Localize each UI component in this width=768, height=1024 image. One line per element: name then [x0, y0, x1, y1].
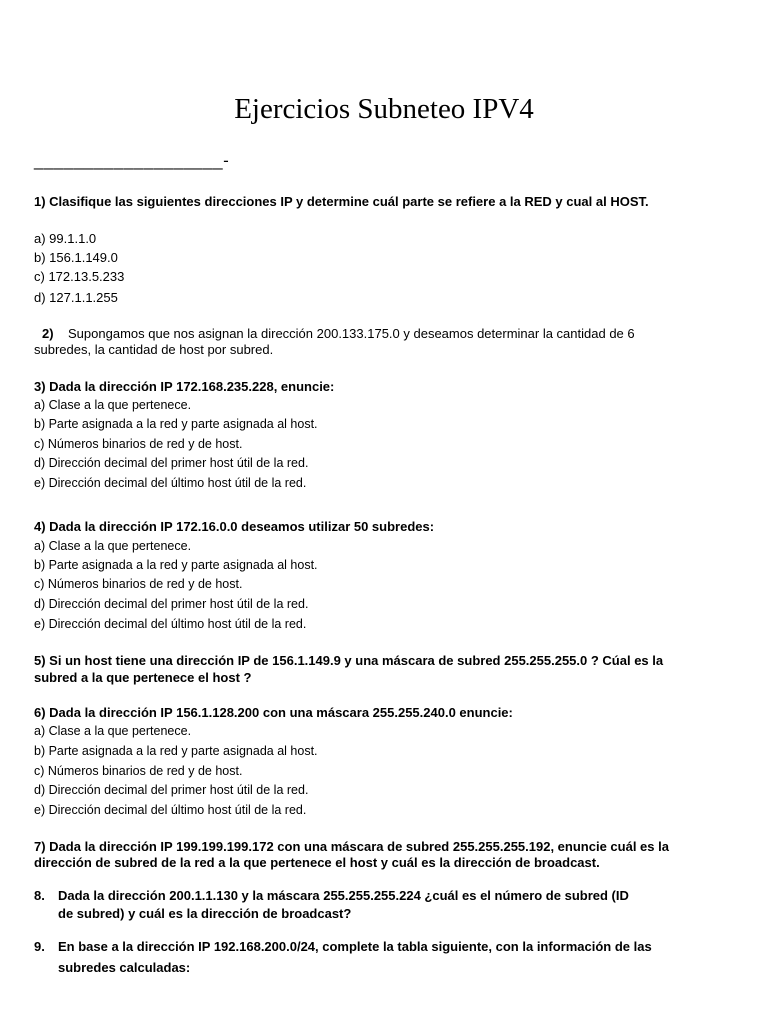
- q4-item-d: d) Dirección decimal del primer host útil de la red.: [34, 597, 309, 611]
- q3-item-d: d) Dirección decimal del primer host útil de la red.: [34, 456, 309, 470]
- q6-item-c: c) Números binarios de red y de host.: [34, 764, 243, 778]
- question-3: 3) Dada la dirección IP 172.168.235.228, enuncie:: [34, 379, 335, 394]
- q2-number: 2): [42, 326, 54, 341]
- question-9: [34, 937, 652, 956]
- question-5-line-2: subred a la que pertenece el host ?: [34, 670, 252, 685]
- q6-item-a: a) Clase a la que pertenece.: [34, 724, 192, 738]
- separator-line: ___________________-: [34, 151, 230, 170]
- q4-item-e: e) Dirección decimal del último host útil de la red.: [34, 617, 307, 631]
- q1-item-b: b) 156.1.149.0: [34, 250, 118, 265]
- page-title: Ejercicios Subneteo IPV4: [234, 93, 534, 125]
- q4-item-c: c) Números binarios de red y de host.: [34, 577, 243, 591]
- q4-item-a: a) Clase a la que pertenece.: [34, 539, 192, 553]
- q8-line-1: Dada la dirección 200.1.1.130 y la máscara 255.255.255.224 ¿cuál es el número de subred (ID: [58, 888, 629, 903]
- q4-item-b: b) Parte asignada a la red y parte asignada al host.: [34, 558, 318, 572]
- q1-item-d: d) 127.1.1.255: [34, 290, 118, 305]
- q2-line-1: Supongamos que nos asignan la dirección 200.133.175.0 y deseamos determinar la cantidad de 6: [68, 326, 635, 341]
- question-7-line-1: 7) Dada la dirección IP 199.199.199.172 con una máscara de subred 255.255.255.192, enuncie cuál es la: [34, 839, 669, 854]
- q9-line-2: subredes calculadas:: [58, 960, 191, 975]
- q3-item-c: c) Números binarios de red y de host.: [34, 437, 243, 451]
- q2-line-2: subredes, la cantidad de host por subred.: [34, 342, 274, 357]
- q1-item-a: a) 99.1.1.0: [34, 231, 97, 246]
- question-5-line-1: 5) Si un host tiene una dirección IP de 156.1.149.9 y una máscara de subred 255.255.255.0 ? Cúal es la: [34, 653, 664, 668]
- q8-number: 8.: [34, 888, 45, 903]
- q3-item-e: e) Dirección decimal del último host útil de la red.: [34, 476, 307, 490]
- q1-item-c: c) 172.13.5.233: [34, 269, 125, 284]
- question-4: 4) Dada la dirección IP 172.16.0.0 deseamos utilizar 50 subredes:: [34, 519, 435, 534]
- q3-item-b: b) Parte asignada a la red y parte asignada al host.: [34, 417, 318, 431]
- question-7-line-2: dirección de subred de la red a la que pertenece el host y cuál es la dirección de broadcast.: [34, 855, 600, 870]
- q3-item-a: a) Clase a la que pertenece.: [34, 398, 192, 412]
- q6-item-d: d) Dirección decimal del primer host útil de la red.: [34, 783, 309, 797]
- q9-number: 9.: [34, 939, 45, 954]
- question-6: 6) Dada la dirección IP 156.1.128.200 con una máscara 255.255.240.0 enuncie:: [34, 705, 513, 720]
- q6-item-b: b) Parte asignada a la red y parte asignada al host.: [34, 744, 318, 758]
- question-8: [34, 886, 629, 905]
- q6-item-e: e) Dirección decimal del último host útil de la red.: [34, 803, 307, 817]
- q8-line-2: de subred) y cuál es la dirección de broadcast?: [58, 906, 352, 921]
- question-1: 1) Clasifique las siguientes direcciones IP y determine cuál parte se refiere a la RED y cual al HOST.: [34, 194, 649, 209]
- q9-line-1: En base a la dirección IP 192.168.200.0/24, complete la tabla siguiente, con la información de las: [58, 939, 652, 954]
